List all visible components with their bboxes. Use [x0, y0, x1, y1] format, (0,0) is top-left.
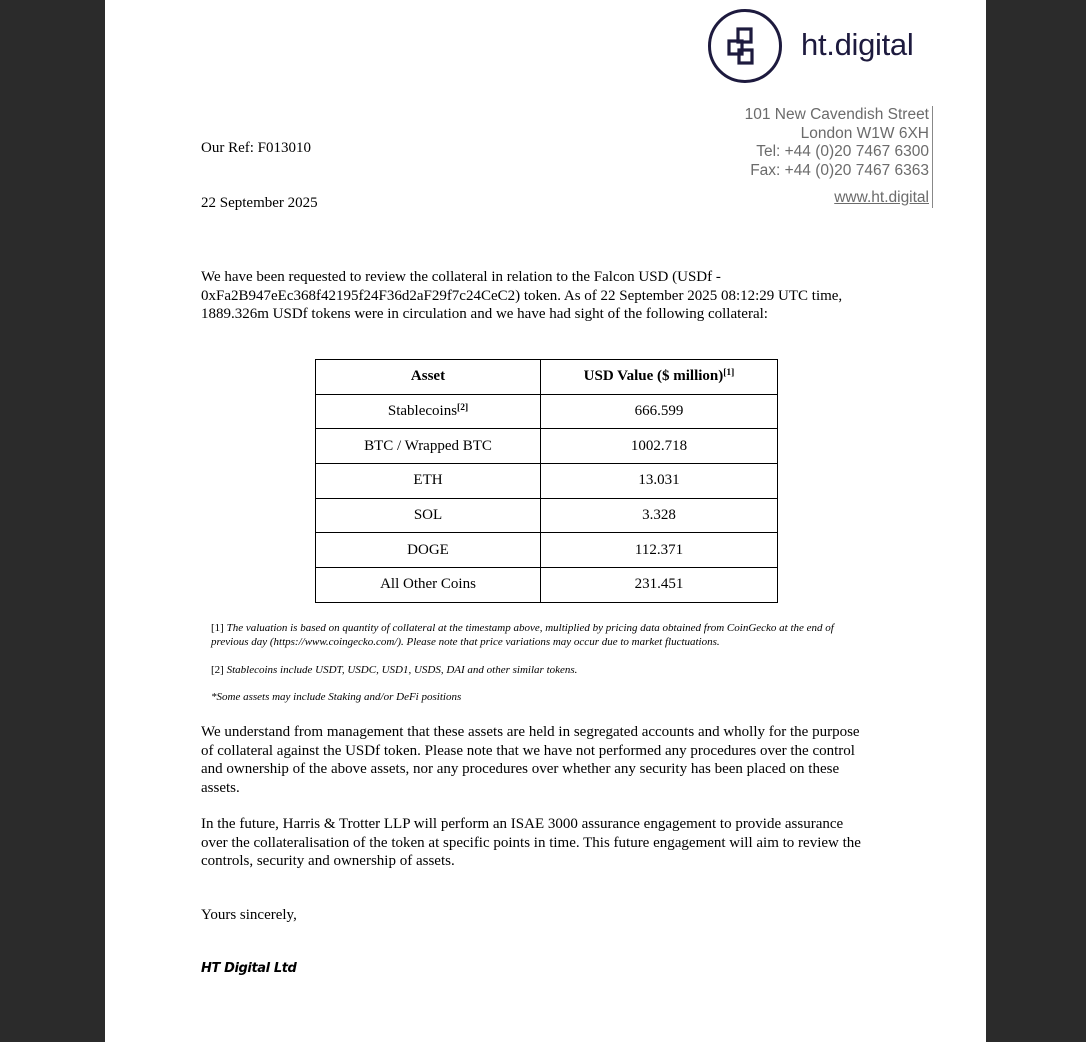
company-address [705, 106, 933, 208]
value-cell: 231.451 [541, 568, 778, 603]
value-cell: 112.371 [541, 533, 778, 568]
footnote-3: *Some assets may include Staking and/or DeFi positions [211, 691, 462, 703]
closing-salutation: Yours sincerely, [201, 907, 297, 923]
address-fax: Fax: +44 (0)20 7467 6363 [750, 161, 929, 179]
asset-cell: ETH [316, 464, 541, 499]
footnote-1-marker: [1] [211, 622, 224, 634]
footnote-ref: [2] [457, 403, 469, 414]
signature: HT Digital Ltd [201, 961, 297, 976]
asset-cell: SOL [316, 498, 541, 533]
address-street: 101 New Cavendish Street [744, 106, 929, 123]
future-engagement-paragraph: In the future, Harris & Trotter LLP will perform an ISAE 3000 assurance engagement to provide assurance over the collateralisation of the token at specific points in time. This future engagement will aim to review the controls, security and ownership of assets. [201, 816, 861, 869]
asset-cell: BTC / Wrapped BTC [316, 429, 541, 464]
collateral-table [315, 359, 778, 603]
management-paragraph: We understand from management that these assets are held in segregated accounts and wholly for the purpose of collateral against the USDf token. Please note that we have not performed any procedures over the control and ownership of the above assets, nor any procedures over whether any security has been placed on these assets. [201, 724, 860, 796]
value-cell: 3.328 [541, 498, 778, 533]
table-header-row [316, 360, 778, 395]
header-asset-label: Asset [410, 368, 446, 385]
table-row [316, 498, 778, 533]
intro-paragraph: We have been requested to review the collateral in relation to the Falcon USD (USDf - 0xFa2B947eEc368f42195f24F36d2aF29f7c24CeC2) token. As of 22 September 2025 08:12:29 UTC time, 1889.326m USDf tokens were in circulation and we have had sight of the following collateral: [201, 269, 843, 322]
address-city: London W1W 6XH [800, 124, 929, 142]
table-row [316, 464, 778, 499]
address-tel: Tel: +44 (0)20 7467 6300 [756, 143, 929, 160]
company-name: ht.digital [801, 27, 914, 62]
asset-cell: DOGE [316, 533, 541, 568]
logo-mark-icon [708, 9, 782, 83]
table-row [316, 394, 778, 429]
footnote-1-text: The valuation is based on quantity of collateral at the timestamp above, multiplied by pricing data obtained from CoinGecko at the end of previous day (https://www.coingecko.com/). Please note that price variations may occur due to market fluctuations. [211, 622, 834, 648]
asset-cell: All Other Coins [316, 568, 541, 603]
website-link[interactable]: www.ht.digital [834, 189, 929, 206]
asset-cell [316, 394, 541, 429]
table-row [316, 568, 778, 603]
our-ref: Our Ref: F013010 [201, 140, 311, 156]
company-logo [708, 9, 1038, 89]
value-cell: 666.599 [541, 394, 778, 429]
table-row [316, 429, 778, 464]
footnote-2 [211, 663, 871, 677]
letter-page [105, 0, 986, 1042]
header-asset [316, 360, 541, 395]
header-usd-value [541, 360, 778, 395]
footnote-ref: [1] [723, 368, 735, 379]
footnote-1 [211, 621, 871, 649]
value-cell: 13.031 [541, 464, 778, 499]
footnote-2-text: Stablecoins include USDT, USDC, USD1, USDS, DAI and other similar tokens. [226, 664, 578, 676]
asset-name: Stablecoins [387, 403, 458, 420]
value-cell: 1002.718 [541, 429, 778, 464]
footnote-2-marker: [2] [211, 664, 224, 676]
letter-date: 22 September 2025 [201, 195, 318, 211]
header-usd-value-label: USD Value ($ million) [583, 368, 724, 385]
table-row [316, 533, 778, 568]
